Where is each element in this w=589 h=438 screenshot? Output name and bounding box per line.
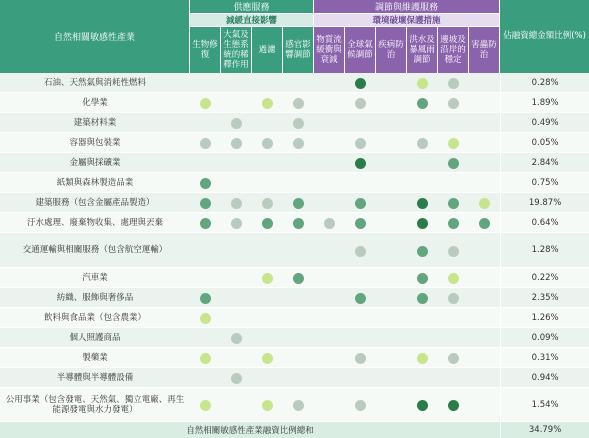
impact-cell	[252, 308, 283, 328]
impact-cell	[376, 328, 407, 348]
impact-cell	[283, 113, 314, 133]
impact-cell	[190, 308, 221, 328]
impact-cell	[314, 213, 345, 233]
impact-cell	[438, 193, 469, 213]
impact-cell	[221, 153, 252, 173]
impact-cell	[283, 308, 314, 328]
impact-level-dot	[448, 198, 459, 209]
impact-cell	[407, 153, 438, 173]
industry-label: 建築服務（包含金屬產品製造）	[0, 193, 190, 213]
impact-cell	[221, 388, 252, 422]
service-column-header: 全球氣候調節	[345, 27, 376, 73]
financing-share: 0.09%	[500, 328, 589, 348]
financing-share: 2.84%	[500, 153, 589, 173]
impact-cell	[252, 388, 283, 422]
impact-cell	[221, 93, 252, 113]
impact-level-dot	[231, 138, 242, 149]
industry-label: 飲料與食品業（包含農業）	[0, 308, 190, 328]
impact-level-dot	[355, 78, 366, 89]
impact-cell	[345, 288, 376, 308]
impact-level-dot	[262, 198, 273, 209]
impact-cell	[283, 213, 314, 233]
impact-cell	[314, 348, 345, 368]
impact-cell	[345, 113, 376, 133]
impact-cell	[190, 328, 221, 348]
impact-cell	[469, 268, 500, 288]
impact-level-dot	[355, 246, 366, 257]
impact-level-dot	[200, 293, 211, 304]
financing-share: 1.28%	[500, 233, 589, 268]
footer-label: 自然相關敏感性產業融資比例總和	[0, 422, 500, 438]
impact-cell	[345, 308, 376, 328]
impact-cell	[252, 288, 283, 308]
impact-cell	[407, 348, 438, 368]
financing-share: 0.75%	[500, 173, 589, 193]
impact-level-dot	[417, 246, 428, 257]
impact-cell	[190, 233, 221, 268]
table-row	[0, 268, 589, 288]
service-column-header: 洪水及暴風雨調節	[407, 27, 438, 73]
impact-cell	[252, 113, 283, 133]
impact-cell	[314, 173, 345, 193]
service-column-header: 邊坡及沿岸的穩定	[438, 27, 469, 73]
impact-cell	[283, 153, 314, 173]
impact-cell	[438, 288, 469, 308]
impact-cell	[190, 388, 221, 422]
impact-level-dot	[293, 400, 304, 411]
supply-services-header: 供應服務	[190, 0, 314, 14]
impact-level-dot	[448, 158, 459, 169]
impact-level-dot	[262, 353, 273, 364]
impact-level-dot	[200, 138, 211, 149]
impact-cell	[438, 388, 469, 422]
financing-share: 0.28%	[500, 73, 589, 93]
impact-level-dot	[231, 118, 242, 129]
table-body	[0, 73, 589, 422]
impact-cell	[407, 268, 438, 288]
impact-cell	[190, 113, 221, 133]
service-column-header: 物質流緩衝與衰減	[314, 27, 345, 73]
impact-cell	[407, 233, 438, 268]
impact-level-dot	[231, 218, 242, 229]
table-header	[0, 0, 589, 73]
impact-level-dot	[448, 400, 459, 411]
impact-cell	[376, 288, 407, 308]
impact-cell	[376, 268, 407, 288]
table-row	[0, 93, 589, 113]
impact-cell	[252, 268, 283, 288]
impact-cell	[376, 233, 407, 268]
impact-cell	[221, 348, 252, 368]
impact-cell	[283, 73, 314, 93]
impact-cell	[283, 348, 314, 368]
impact-cell	[314, 288, 345, 308]
impact-cell	[376, 73, 407, 93]
impact-cell	[376, 113, 407, 133]
impact-cell	[283, 233, 314, 268]
impact-cell	[407, 288, 438, 308]
impact-cell	[252, 153, 283, 173]
impact-level-dot	[293, 273, 304, 284]
impact-cell	[407, 308, 438, 328]
impact-level-dot	[479, 218, 490, 229]
impact-cell	[438, 368, 469, 388]
impact-cell	[221, 173, 252, 193]
impact-cell	[314, 93, 345, 113]
impact-cell	[438, 113, 469, 133]
impact-cell	[221, 328, 252, 348]
industry-label: 公用事業（包含發電、天然氣、獨立電廠、再生能源發電與水力發電）	[0, 388, 190, 422]
impact-cell	[345, 268, 376, 288]
impact-level-dot	[324, 218, 335, 229]
impact-level-dot	[355, 98, 366, 109]
impact-level-dot	[200, 98, 211, 109]
impact-cell	[345, 133, 376, 153]
impact-level-dot	[355, 293, 366, 304]
impact-cell	[345, 73, 376, 93]
service-column-header: 大氣及生態系統的稀釋作用	[221, 27, 252, 73]
table-row	[0, 233, 589, 268]
impact-cell	[252, 233, 283, 268]
impact-cell	[190, 288, 221, 308]
impact-cell	[283, 173, 314, 193]
share-column-header: 佔融資總金額比例(%)	[500, 0, 589, 73]
impact-level-dot	[448, 138, 459, 149]
impact-cell	[469, 133, 500, 153]
impact-level-dot	[417, 273, 428, 284]
impact-cell	[190, 193, 221, 213]
impact-level-dot	[355, 400, 366, 411]
impact-level-dot	[448, 246, 459, 257]
impact-level-dot	[231, 333, 242, 344]
impact-cell	[376, 348, 407, 368]
industry-label: 紡織、服飾與奢侈品	[0, 288, 190, 308]
financing-share: 0.64%	[500, 213, 589, 233]
impact-cell	[252, 73, 283, 93]
impact-cell	[314, 328, 345, 348]
impact-cell	[469, 328, 500, 348]
table-row	[0, 153, 589, 173]
impact-cell	[314, 193, 345, 213]
impact-cell	[438, 93, 469, 113]
impact-cell	[438, 233, 469, 268]
impact-level-dot	[200, 178, 211, 189]
impact-cell	[376, 308, 407, 328]
impact-level-dot	[479, 198, 490, 209]
impact-cell	[345, 173, 376, 193]
industry-column-header: 自然相關敏感性產業	[0, 0, 190, 73]
impact-cell	[407, 213, 438, 233]
impact-level-dot	[262, 98, 273, 109]
impact-cell	[407, 193, 438, 213]
financing-share: 1.54%	[500, 388, 589, 422]
impact-cell	[469, 368, 500, 388]
financing-share: 0.05%	[500, 133, 589, 153]
impact-level-dot	[293, 98, 304, 109]
impact-cell	[469, 73, 500, 93]
impact-cell	[438, 133, 469, 153]
financing-share: 2.35%	[500, 288, 589, 308]
impact-level-dot	[293, 118, 304, 129]
table-row	[0, 133, 589, 153]
impact-cell	[221, 133, 252, 153]
impact-cell	[345, 193, 376, 213]
table-row	[0, 173, 589, 193]
impact-cell	[407, 368, 438, 388]
impact-cell	[283, 93, 314, 113]
industry-label: 紙類與森林製造品業	[0, 173, 190, 193]
impact-cell	[283, 288, 314, 308]
table-row	[0, 213, 589, 233]
impact-cell	[438, 268, 469, 288]
impact-level-dot	[417, 198, 428, 209]
service-column-header: 害蟲防治	[469, 27, 500, 73]
impact-cell	[407, 93, 438, 113]
impact-level-dot	[355, 353, 366, 364]
impact-cell	[314, 133, 345, 153]
impact-cell	[469, 213, 500, 233]
industry-label: 個人照護商品	[0, 328, 190, 348]
table-row	[0, 73, 589, 93]
table-footer	[0, 422, 589, 438]
impact-cell	[221, 368, 252, 388]
table-row	[0, 308, 589, 328]
impact-cell	[438, 308, 469, 328]
table-row	[0, 368, 589, 388]
impact-level-dot	[200, 313, 211, 324]
financing-share: 1.26%	[500, 308, 589, 328]
impact-cell	[438, 173, 469, 193]
impact-cell	[376, 368, 407, 388]
impact-level-dot	[293, 138, 304, 149]
impact-cell	[469, 348, 500, 368]
impact-cell	[190, 368, 221, 388]
direct-impact-mitigation-header: 減緩直接影響	[190, 14, 314, 27]
impact-level-dot	[262, 218, 273, 229]
impact-level-dot	[448, 98, 459, 109]
impact-level-dot	[231, 198, 242, 209]
impact-cell	[190, 173, 221, 193]
impact-cell	[221, 233, 252, 268]
impact-cell	[407, 173, 438, 193]
impact-level-dot	[293, 198, 304, 209]
impact-cell	[252, 193, 283, 213]
impact-cell	[407, 388, 438, 422]
impact-cell	[221, 308, 252, 328]
impact-level-dot	[448, 273, 459, 284]
impact-level-dot	[355, 198, 366, 209]
impact-cell	[283, 268, 314, 288]
impact-cell	[376, 93, 407, 113]
industry-label: 金屬與採礦業	[0, 153, 190, 173]
impact-cell	[407, 133, 438, 153]
impact-cell	[314, 113, 345, 133]
impact-level-dot	[262, 273, 273, 284]
impact-level-dot	[448, 78, 459, 89]
impact-level-dot	[448, 353, 459, 364]
impact-level-dot	[417, 353, 428, 364]
impact-cell	[469, 193, 500, 213]
impact-cell	[376, 173, 407, 193]
impact-cell	[314, 388, 345, 422]
impact-cell	[221, 113, 252, 133]
impact-cell	[314, 368, 345, 388]
impact-level-dot	[417, 98, 428, 109]
impact-cell	[314, 308, 345, 328]
industry-label: 製藥業	[0, 348, 190, 368]
service-column-header: 感官影響調節	[283, 27, 314, 73]
financing-share: 1.89%	[500, 93, 589, 113]
impact-cell	[190, 153, 221, 173]
impact-cell	[190, 268, 221, 288]
impact-cell	[469, 233, 500, 268]
impact-cell	[376, 213, 407, 233]
impact-cell	[376, 388, 407, 422]
impact-cell	[438, 213, 469, 233]
impact-cell	[190, 133, 221, 153]
impact-cell	[283, 368, 314, 388]
table-row	[0, 328, 589, 348]
impact-cell	[221, 193, 252, 213]
impact-cell	[469, 93, 500, 113]
impact-cell	[252, 368, 283, 388]
impact-cell	[345, 368, 376, 388]
table-row	[0, 288, 589, 308]
impact-cell	[221, 288, 252, 308]
financing-share: 0.22%	[500, 268, 589, 288]
impact-cell	[407, 113, 438, 133]
financing-share: 0.31%	[500, 348, 589, 368]
impact-cell	[469, 113, 500, 133]
service-column-header: 疾病防治	[376, 27, 407, 73]
impact-cell	[314, 233, 345, 268]
impact-level-dot	[231, 373, 242, 384]
impact-cell	[469, 288, 500, 308]
table-row	[0, 193, 589, 213]
impact-cell	[345, 348, 376, 368]
impact-cell	[469, 308, 500, 328]
impact-cell	[252, 328, 283, 348]
impact-level-dot	[417, 293, 428, 304]
impact-cell	[345, 328, 376, 348]
impact-cell	[221, 73, 252, 93]
impact-cell	[252, 213, 283, 233]
impact-cell	[252, 173, 283, 193]
impact-cell	[345, 388, 376, 422]
industry-label: 化學業	[0, 93, 190, 113]
impact-cell	[283, 328, 314, 348]
impact-cell	[190, 348, 221, 368]
impact-level-dot	[293, 218, 304, 229]
impact-cell	[469, 388, 500, 422]
impact-cell	[314, 73, 345, 93]
impact-cell	[438, 328, 469, 348]
impact-level-dot	[200, 400, 211, 411]
impact-cell	[376, 153, 407, 173]
impact-cell	[314, 268, 345, 288]
impact-level-dot	[200, 198, 211, 209]
impact-cell	[221, 268, 252, 288]
impact-level-dot	[262, 138, 273, 149]
impact-level-dot	[417, 400, 428, 411]
impact-level-dot	[417, 78, 428, 89]
impact-level-dot	[355, 138, 366, 149]
industry-label: 汽車業	[0, 268, 190, 288]
table-row	[0, 113, 589, 133]
impact-cell	[376, 133, 407, 153]
impact-cell	[345, 213, 376, 233]
regulating-services-header: 調節與維護服務	[314, 0, 500, 14]
impact-level-dot	[200, 218, 211, 229]
impact-level-dot	[262, 400, 273, 411]
impact-cell	[190, 73, 221, 93]
impact-cell	[252, 133, 283, 153]
industry-label: 交通運輸與相關服務（包含航空運輸）	[0, 233, 190, 268]
impact-level-dot	[355, 158, 366, 169]
industry-label: 容器與包裝業	[0, 133, 190, 153]
table-row	[0, 348, 589, 368]
impact-cell	[376, 193, 407, 213]
impact-level-dot	[417, 218, 428, 229]
impact-cell	[469, 153, 500, 173]
impact-cell	[469, 173, 500, 193]
financing-share: 0.49%	[500, 113, 589, 133]
impact-cell	[438, 348, 469, 368]
financing-share: 0.94%	[500, 368, 589, 388]
environmental-protection-header: 環境破壞保護措施	[314, 14, 500, 27]
impact-cell	[345, 233, 376, 268]
impact-level-dot	[448, 293, 459, 304]
impact-cell	[252, 348, 283, 368]
industry-label: 石油、天然氣與消耗性燃料	[0, 73, 190, 93]
impact-cell	[283, 388, 314, 422]
industry-label: 汙水處理、廢棄物收集、處理與丟棄	[0, 213, 190, 233]
impact-cell	[407, 73, 438, 93]
impact-level-dot	[417, 138, 428, 149]
service-column-header: 生物修復	[190, 27, 221, 73]
industry-label: 半導體與半導體設備	[0, 368, 190, 388]
impact-cell	[190, 213, 221, 233]
impact-cell	[345, 93, 376, 113]
service-column-header: 過濾	[252, 27, 283, 73]
footer-total: 34.79%	[500, 422, 589, 438]
impact-cell	[283, 133, 314, 153]
financing-share: 19.87%	[500, 193, 589, 213]
impact-level-dot	[448, 218, 459, 229]
impact-cell	[252, 93, 283, 113]
impact-cell	[438, 153, 469, 173]
impact-cell	[283, 193, 314, 213]
impact-cell	[438, 73, 469, 93]
impact-cell	[407, 328, 438, 348]
impact-cell	[221, 213, 252, 233]
table-row	[0, 388, 589, 422]
industry-label: 建築材料業	[0, 113, 190, 133]
impact-cell	[314, 153, 345, 173]
impact-cell	[345, 153, 376, 173]
impact-cell	[190, 93, 221, 113]
impact-level-dot	[200, 353, 211, 364]
impact-level-dot	[355, 218, 366, 229]
